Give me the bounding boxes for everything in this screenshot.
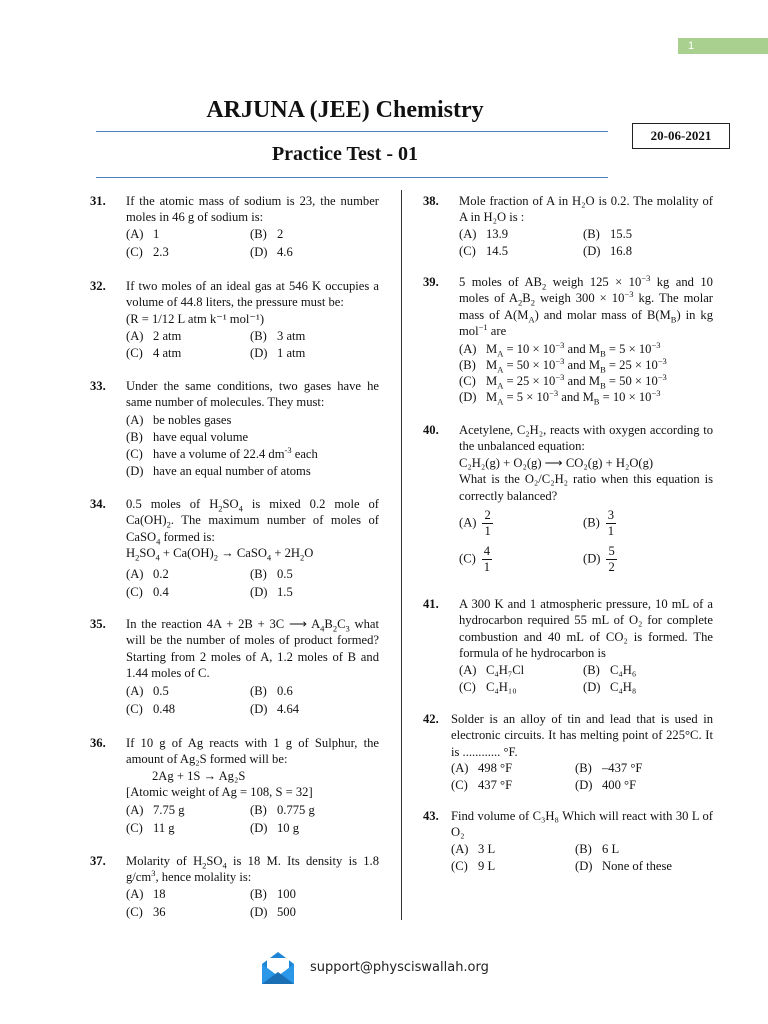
question-number: 32. — [90, 279, 106, 293]
option-b: (B) 3 atm — [250, 329, 306, 343]
option-b: (B) 6 L — [575, 842, 620, 856]
option-b: (B) 0.775 g — [250, 803, 315, 817]
option-b: (B) $M_A = 50 \times 10^{-3}$ and $M_B = 25 \times 10^{-3}$ — [459, 355, 667, 375]
option-b: (B) 0.6 — [250, 684, 293, 698]
option-d: (D) C₄H₈ — [583, 680, 637, 694]
page-number-bar — [678, 38, 768, 54]
question-number: 39. — [423, 275, 439, 289]
option-d: (D) 1.5 — [250, 585, 293, 599]
option-b: (B) have equal volume — [126, 430, 249, 444]
option-b: (B) C₄H₆ — [583, 663, 637, 677]
question-text: In the reaction 4A + 2B + 3C ⟶ $A_4B_2C_3$ what will be the number of moles of product formed? Starting from 2 moles of A, 1.2 moles of B and 1.44 moles of C. — [126, 617, 379, 681]
question-text: Solder is an alloy of tin and lead that is used in electronic circuits. It has melting point of 225°C. It is ............ °F. — [451, 712, 713, 759]
option-b: (B) 0.5 — [250, 567, 293, 581]
page-title: ARJUNA (JEE) Chemistry — [206, 97, 484, 123]
option-c: (C) 0.48 — [126, 702, 176, 716]
question-text: Mole fraction of A in H₂O is 0.2. The molality of A in H₂O is : — [459, 194, 713, 225]
option-d: (D) 1 atm — [250, 346, 306, 360]
date-box: 20-06-2021 — [632, 123, 730, 149]
mail-icon — [260, 950, 296, 986]
question-number: 42. — [423, 712, 439, 726]
option-d: (D) 4.64 — [250, 702, 300, 716]
option-c: (C) 9 L — [451, 859, 496, 873]
question-text: 0.5 moles of $H_2SO_4$ is mixed 0.2 mole of $Ca(OH)_2$. The maximum number of moles of CaSO$_4$ formed is: $H_2SO_4 + Ca(OH)_2$ → CaSO$_4$ + $2H_2O$ — [126, 497, 379, 563]
option-a: (A) $M_A = 10 \times 10^{-3}$ and $M_B = 5 \times 10^{-3}$ — [459, 339, 661, 359]
option-c: (C) $M_A = 25 \times 10^{-3}$ and $M_B = 50 \times 10^{-3}$ — [459, 371, 667, 391]
option-d: (D) have an equal number of atoms — [126, 464, 311, 478]
option-d: (D) 500 — [250, 905, 296, 919]
option-d: (D) 4.6 — [250, 245, 293, 259]
column-divider — [401, 190, 402, 920]
option-c: (C) $\frac{4}{1}$ — [459, 544, 491, 574]
question-number: 34. — [90, 497, 106, 511]
option-c: (C) 2.3 — [126, 245, 169, 259]
option-b: (B) –437 °F — [575, 761, 643, 775]
option-c: (C) 11 g — [126, 821, 175, 835]
question-number: 41. — [423, 597, 439, 611]
option-a: (A) 498 °F — [451, 761, 513, 775]
question-number: 43. — [423, 809, 439, 823]
question-text: If 10 g of Ag reacts with 1 g of Sulphur, the amount of Ag₂S formed will be: 2Ag + 1S → Ag₂S [Atomic weight of Ag = 108, S = 32] — [126, 736, 379, 800]
option-a: (A) $\frac{2}{1}$ — [459, 508, 491, 538]
title-rule-top — [96, 131, 608, 132]
question-number: 38. — [423, 194, 439, 208]
option-a: (A) 0.2 — [126, 567, 169, 581]
option-c: (C) 437 °F — [451, 778, 513, 792]
option-b: (B) $\frac{3}{1}$ — [583, 508, 615, 538]
question-text: 5 moles of $AB_2$ weigh $125 \times 10^{-3}$ kg and 10 moles of $A_2B_2$ weigh $300 \times 10^{-3}$ kg. The molar mass of $A(M_A)$ and molar mass of $B(M_B)$ in kg mol$^{-1}$ are — [459, 272, 713, 339]
page-number: 1 — [688, 40, 695, 52]
option-a: (A) 7.75 g — [126, 803, 185, 817]
option-a: (A) 3 L — [451, 842, 496, 856]
question-number: 40. — [423, 423, 439, 437]
question-number: 37. — [90, 854, 106, 868]
option-d: (D) 16.8 — [583, 244, 633, 258]
question-text: Acetylene, C₂H₂, reacts with oxygen according to the unbalanced equation: C₂H₂(g) + O₂(g) ⟶ CO₂(g) + H₂O(g) What is the O₂/C₂H₂ ratio when this equation is correctly balanced? — [459, 423, 713, 503]
option-a: (A) be nobles gases — [126, 413, 232, 427]
option-a: (A) 0.5 — [126, 684, 169, 698]
support-email[interactable]: support@physciswallah.org — [310, 960, 489, 975]
question-text: Under the same conditions, two gases have he same number of molecules. They must: — [126, 379, 379, 410]
option-b: (B) 15.5 — [583, 227, 633, 241]
question-number: 31. — [90, 194, 106, 208]
question-text: If the atomic mass of sodium is 23, the number moles in 46 g of sodium is: — [126, 194, 379, 225]
question-text: Find volume of C₃H₈ Which will react with 30 L of O₂ — [451, 809, 713, 840]
question-number: 33. — [90, 379, 106, 393]
question-number: 36. — [90, 736, 106, 750]
option-c: (C) 36 — [126, 905, 166, 919]
option-d: (D) 10 g — [250, 821, 300, 835]
option-d: (D) 400 °F — [575, 778, 637, 792]
option-d: (D) $M_A = 5 \times 10^{-3}$ and $M_B = 10 \times 10^{-3}$ — [459, 387, 661, 407]
option-c: (C) have a volume of 22.4 $dm^{-3}$ each — [126, 444, 318, 461]
option-a: (A) 1 — [126, 227, 160, 241]
option-a: (A) C₄H₇Cl — [459, 663, 525, 677]
question-number: 35. — [90, 617, 106, 631]
option-c: (C) 4 atm — [126, 346, 182, 360]
option-c: (C) 14.5 — [459, 244, 509, 258]
question-text: A 300 K and 1 atmospheric pressure, 10 mL of a hydrocarbon required 55 mL of O₂ for complete combustion and 40 mL of CO₂ is formed. The formula of he hydrocarbon is — [459, 597, 713, 661]
option-a: (A) 18 — [126, 887, 166, 901]
question-text: If two moles of an ideal gas at 546 K occupies a volume of 44.8 liters, the pressure must be: (R = 1/12 L atm k⁻¹ mol⁻¹) — [126, 279, 379, 326]
page-subtitle: Practice Test - 01 — [271, 143, 419, 165]
option-a: (A) 13.9 — [459, 227, 509, 241]
option-a: (A) 2 atm — [126, 329, 182, 343]
option-b: (B) 100 — [250, 887, 296, 901]
option-c: (C) 0.4 — [126, 585, 169, 599]
question-text: Molarity of $H_2SO_4$ is 18 M. Its density is 1.8 $g/cm^3$, hence molality is: — [126, 854, 379, 885]
option-c: (C) C₄H₁₀ — [459, 680, 517, 694]
title-rule-bottom — [96, 177, 608, 178]
option-b: (B) 2 — [250, 227, 284, 241]
option-d: (D) None of these — [575, 859, 672, 873]
option-d: (D) $\frac{5}{2}$ — [583, 544, 615, 574]
